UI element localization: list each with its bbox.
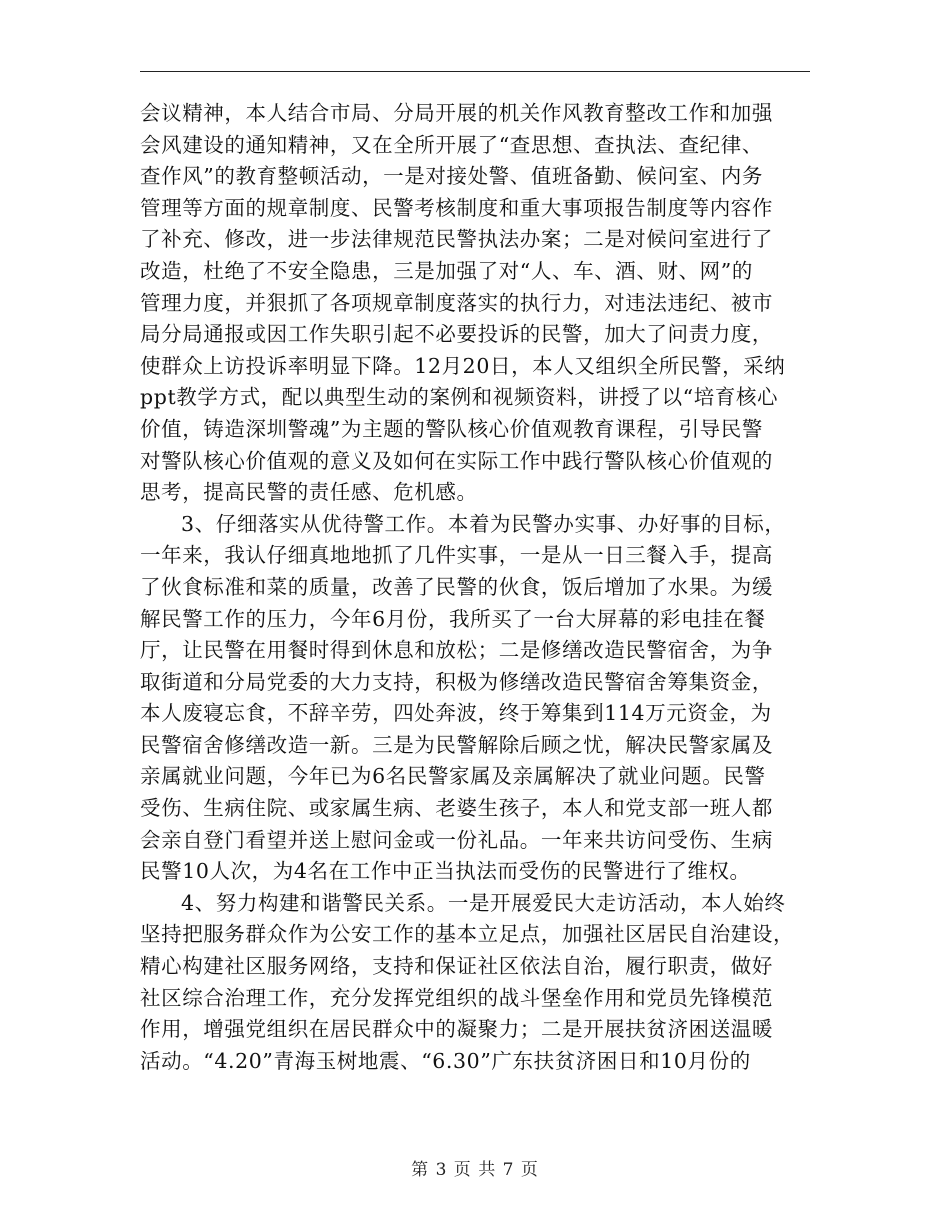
- text-line: 亲属就业问题，今年已为6名民警家属及亲属解决了就业问题。民警: [140, 764, 766, 789]
- text-line: 作用，增强党组织在居民群众中的凝聚力；二是开展扶贫济困送温暖: [140, 1017, 773, 1042]
- text-line: 社区综合治理工作，充分发挥党组织的战斗堡垒作用和党员先锋模范: [140, 985, 773, 1010]
- text-line: 厅，让民警在用餐时得到休息和放松；二是修缮改造民警宿舍，为争: [140, 638, 773, 663]
- text-line: 民警10人次，为4名在工作中正当执法而受伤的民警进行了维权。: [140, 859, 751, 884]
- text-line: 本人废寝忘食，不辞辛劳，四处奔波，终于筹集到114万元资金，为: [140, 701, 772, 726]
- text-line: 价值，铸造深圳警魂”为主题的警队核心价值观教育课程，引导民警: [140, 416, 763, 441]
- text-line: 使群众上访投诉率明显下降。12月20日，本人又组织全所民警，采纳: [140, 353, 786, 378]
- text-line: 局分局通报或因工作失职引起不必要投诉的民警，加大了问责力度，: [140, 322, 773, 347]
- text-line: 受伤、生病住院、或家属生病、老婆生孩子，本人和党支部一班人都: [140, 796, 773, 821]
- text-line: 活动。“4.20”青海玉树地震、“6.30”广东扶贫济困日和10月份的: [140, 1048, 751, 1073]
- text-line: ppt教学方式，配以典型生动的案例和视频资料，讲授了以“培育核心: [140, 385, 779, 410]
- text-line: 一年来，我认仔细真地地抓了几件实事，一是从一日三餐入手，提高: [140, 543, 773, 568]
- text-line: 民警宿舍修缮改造一新。三是为民警解除后顾之忧，解决民警家属及: [140, 732, 773, 757]
- text-line: 了补充、修改，进一步法律规范民警执法办案；二是对候问室进行了: [140, 227, 773, 252]
- text-line: 查作风”的教育整顿活动，一是对接处警、值班备勤、候问室、内务: [140, 164, 763, 189]
- header-rule: [140, 71, 810, 72]
- text-line: 对警队核心价值观的意义及如何在实际工作中践行警队核心价值观的: [140, 448, 773, 473]
- text-line: 解民警工作的压力，今年6月份，我所买了一台大屏幕的彩电挂在餐: [140, 606, 766, 631]
- text-line: 取街道和分局党委的大力支持，积极为修缮改造民警宿舍筹集资金，: [140, 669, 773, 694]
- text-line: 精心构建社区服务网络，支持和保证社区依法自治，履行职责，做好: [140, 954, 773, 979]
- text-line: 3、仔细落实从优待警工作。本着为民警办实事、办好事的目标，: [181, 511, 786, 536]
- document-body: [140, 98, 810, 1077]
- text-line: 思考，提高民警的责任感、危机感。: [140, 480, 478, 505]
- text-line: 管理等方面的规章制度、民警考核制度和重大事项报告制度等内容作: [140, 195, 773, 220]
- text-line: 会议精神，本人结合市局、分局开展的机关作风教育整改工作和加强: [140, 101, 773, 125]
- text-line: 会风建设的通知精神，又在全所开展了“查思想、查执法、查纪律、: [140, 132, 763, 157]
- page-footer: 第 3 页 共 7 页: [411, 1160, 539, 1180]
- text-line: 改造，杜绝了不安全隐患，三是加强了对“人、车、酒、财、网”的: [140, 258, 753, 283]
- text-line: 会亲自登门看望并送上慰问金或一份礼品。一年来共访问受伤、生病: [140, 827, 773, 852]
- text-line: 4、努力构建和谐警民关系。一是开展爱民大走访活动，本人始终: [181, 890, 786, 915]
- text-line: 管理力度，并狠抓了各项规章制度落实的执行力，对违法违纪、被市: [140, 290, 773, 315]
- text-line: 坚持把服务群众作为公安工作的基本立足点，加强社区居民自治建设，: [140, 922, 795, 947]
- text-line: 了伙食标准和菜的质量，改善了民警的伙食，饭后增加了水果。为缓: [140, 574, 773, 599]
